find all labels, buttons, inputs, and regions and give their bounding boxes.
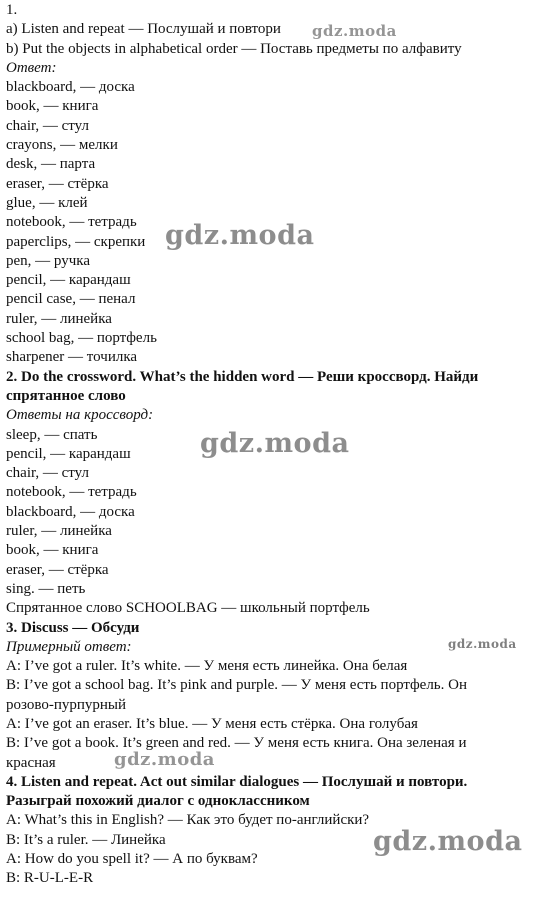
task-1b-text: b) Put the objects in alphabetical order — Поставь предметы по алфавиту xyxy=(6,40,462,57)
vocab-item: ruler, — линейка xyxy=(6,310,112,327)
dialogue-line: A: I’ve got an eraser. It’s blue. — У меня есть стёрка. Она голубая xyxy=(6,715,418,732)
task-2-heading: 2. Do the crossword. What’s the hidden word — Реши кроссворд. Найди xyxy=(6,368,479,385)
vocab-item: eraser, — стёрка xyxy=(6,175,109,192)
crossword-item: sing. — петь xyxy=(6,580,86,597)
vocab-item: sharpener — точилка xyxy=(6,349,138,366)
crossword-item: pencil, — карандаш xyxy=(6,445,131,462)
task-number-1: 1. xyxy=(6,2,18,18)
vocab-item: school bag, — портфель xyxy=(6,330,157,347)
vocab-item: pencil, — карандаш xyxy=(6,272,131,289)
dialogue-line: B: It’s a ruler. — Линейка xyxy=(6,831,166,848)
hidden-word-answer: Спрятанное слово SCHOOLBAG — школьный портфель xyxy=(6,600,370,617)
watermark-logo: gdz.moda xyxy=(114,749,215,770)
answer-label: Ответы на кроссворд: xyxy=(6,407,154,424)
dialogue-line: A: How do you spell it? — А по буквам? xyxy=(6,851,258,868)
dialogue-line: B: R-U-L-E-R xyxy=(6,870,94,887)
task-3-heading: 3. Discuss — Обсуди xyxy=(6,619,140,636)
crossword-item: ruler, — линейка xyxy=(6,523,112,540)
crossword-item: eraser, — стёрка xyxy=(6,561,109,578)
vocab-item: notebook, — тетрадь xyxy=(6,214,137,231)
dialogue-line-cont: красная xyxy=(6,754,56,771)
answer-label: Ответ: xyxy=(6,59,57,76)
watermark-logo: gdz.moda xyxy=(165,220,315,251)
vocab-item: chair, — стул xyxy=(6,117,89,134)
vocab-item: blackboard, — доска xyxy=(6,79,135,96)
task-2-heading-cont: спрятанное слово xyxy=(6,387,126,404)
dialogue-line-cont: розово-пурпурный xyxy=(6,696,126,713)
crossword-item: blackboard, — доска xyxy=(6,503,135,520)
vocab-item: paperclips, — скрепки xyxy=(6,233,146,250)
crossword-item: book, — книга xyxy=(6,542,99,559)
answer-label: Примерный ответ: xyxy=(6,638,132,655)
crossword-item: sleep, — спать xyxy=(6,426,98,443)
vocab-item: glue, — клей xyxy=(6,194,88,211)
watermark-logo: gdz.moda xyxy=(312,22,397,40)
vocab-item: desk, — парта xyxy=(6,156,96,173)
dialogue-line: A: I’ve got a ruler. It’s white. — У меня есть линейка. Она белая xyxy=(6,658,408,675)
task-1a-text: a) Listen and repeat — Послушай и повтори xyxy=(6,21,281,38)
watermark-logo: gdz.moda xyxy=(200,428,350,459)
dialogue-line: B: I’ve got a school bag. It’s pink and purple. — У меня есть портфель. Он xyxy=(6,677,468,694)
task-4-heading: 4. Listen and repeat. Act out similar dialogues — Послушай и повтори. xyxy=(6,773,468,790)
vocab-item: pencil case, — пенал xyxy=(6,291,136,308)
crossword-item: notebook, — тетрадь xyxy=(6,484,137,501)
vocab-item: pen, — ручка xyxy=(6,252,90,269)
watermark-logo: gdz.moda xyxy=(448,637,517,651)
crossword-item: chair, — стул xyxy=(6,465,89,482)
dialogue-line: B: I’ve got a book. It’s green and red. — У меня есть книга. Она зеленая и xyxy=(6,735,467,752)
task-4-heading-cont: Разыграй похожий диалог с одноклассником xyxy=(6,793,310,810)
watermark-logo: gdz.moda xyxy=(373,826,523,857)
dialogue-line: A: What’s this in English? — Как это будет по-английски? xyxy=(6,812,370,829)
vocab-item: crayons, — мелки xyxy=(6,137,118,154)
vocab-item: book, — книга xyxy=(6,98,99,115)
